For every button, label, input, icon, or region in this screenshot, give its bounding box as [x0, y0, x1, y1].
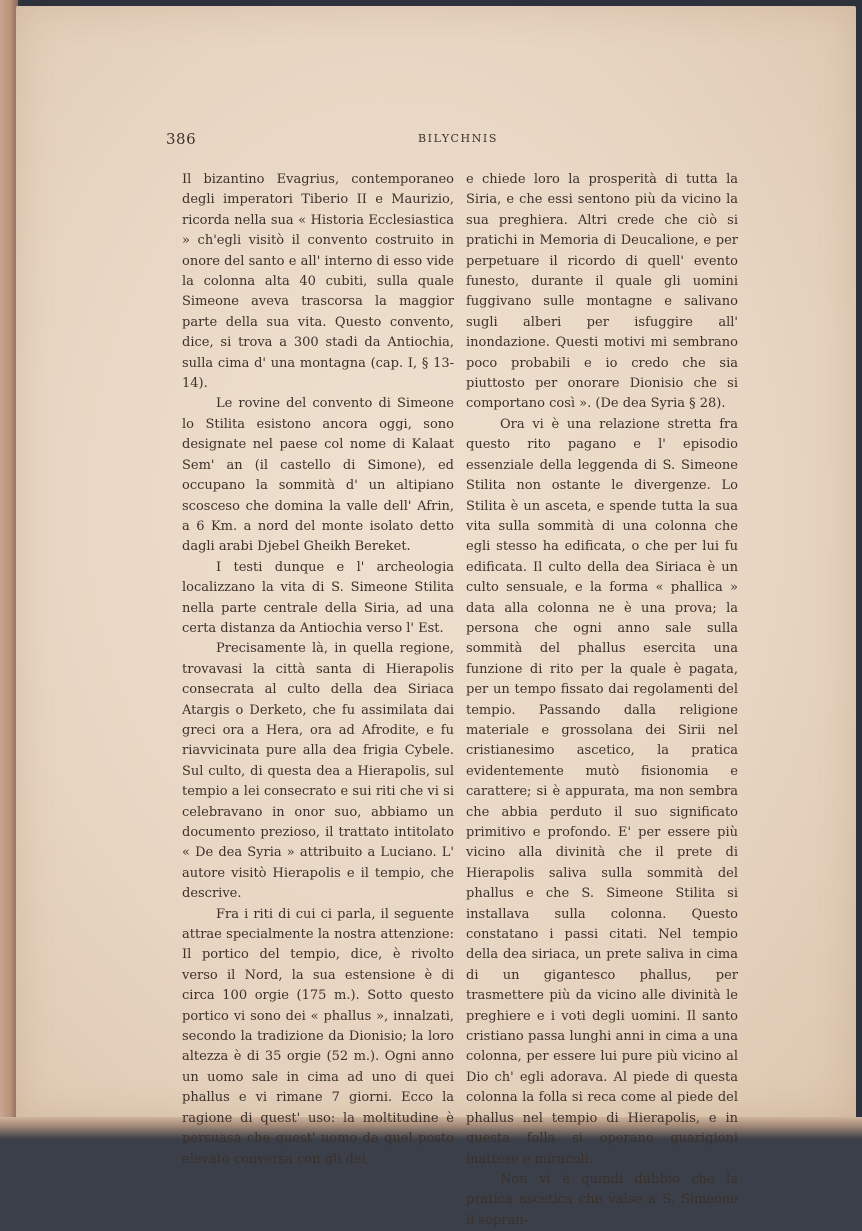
page-header — [166, 130, 746, 150]
paragraph: Ora vi è una relazione stretta fra questo rito pagano e l' episodio essenziale della leggenda di S. Simeone Stilita non ostante le divergenze. Lo Stilita è un asceta, e spende tutta la sua vita sulla sommità di una colonna che egli stesso ha edificata, o che per lui fu edificata. Il culto della dea Siriaca è un culto sensuale, e la forma « phallica » data alla colonna ne è una prova; la persona che ogni anno sale sulla sommità del phallus esercita una funzione di rito per la quale è pagata, per un tempo fissato dai regolamenti del tempio. Passando dalla religione materiale e grossolana dei Sirii nel cristianesimo ascetico, la pratica evidentemente mutò fisionomia e carattere; si è appurata, ma non sembra che abbia perduto il suo significato primitivo e profondo. E' per essere più vicino alla divinità che il prete di Hierapolis saliva sulla sommità del phallus e che S. Simeone Stilita si installava sulla colonna. Questo constatano i passi citati. Nel tempio della dea siriaca, un prete saliva in cima di un gigantesco phallus, per trasmettere più da vicino alle divinità le preghiere e i voti degli uomini. Il santo cristiano passa lunghi anni in cima a una colonna, per essere lui pure più vicino al Dio ch' egli adorava. Al piede di questa colonna la folla si reca come al piede del phallus nel tempio di Hierapolis, e in questa folla si operano guarigioni inattese e miracoli. — [466, 416, 738, 1167]
paragraph: Fra i riti di cui ci parla, il seguente attrae specialmente la nostra attenzione: Il portico del tempio, dice, è rivolto verso il Nord, la sua estensione è di circa 100 orgie (175 m.). Sotto questo portico vi sono dei « phallus », innalzati, secondo la tradizione da Dionisio; la loro altezza è di 35 orgie (52 m.). Ogni anno un uomo sale in cima ad uno di quei phallus e vi rimane 7 giorni. Ecco la ragione di quest' uso: la moltitudine è persuasa che quest' uomo da quel posto elevato conversa con gli dei, — [182, 906, 454, 1167]
paragraph: Il bizantino Evagrius, contemporaneo degli imperatori Tiberio II e Maurizio, ricorda nella sua « Historia Ecclesiastica » ch'egli visitò il convento costruito in onore del santo e all' interno di esso vide la colonna alta 40 cubiti, sulla quale Simeone aveva trascorsa la maggior parte della sua vita. Questo convento, dice, si trova a 300 stadi da Antiochia, sulla cima d' una montagna (cap. I, § 13-14). — [182, 172, 454, 392]
right-column — [466, 170, 738, 1231]
running-head: BILYCHNIS — [418, 132, 499, 145]
paragraph: Precisamente là, in quella regione, trovavasi la città santa di Hierapolis consecrata al culto della dea Siriaca Atargis o Derketo, che fu assimilata dai greci ora a Hera, ora ad Afrodite, e fu riavvicinata pure alla dea frigia Cybele. Sul culto, di questa dea a Hierapolis, sul tempio a lei consecrato e sui riti che vi si celebravano in onor suo, abbiamo un documento prezioso, il trattato intitolato « De dea Syria » attribuito a Luciano. L' autore visitò Hierapolis e il tempio, che descrive. — [182, 641, 454, 902]
paragraph: Le rovine del convento di Simeone lo Stilita esistono ancora oggi, sono designate nel paese col nome di Kalaat Sem' an (il castello di Simone), ed occupano la sommità d' un altipiano scosceso che domina la valle dell' Afrin, a 6 Km. a nord del monte isolato detto dagli arabi Djebel Gheikh Bereket. — [182, 396, 454, 555]
paragraph: I testi dunque e l' archeologia localizzano la vita di S. Simeone Stilita nella parte centrale della Siria, ad una certa distanza da Antiochia verso l' Est. — [182, 559, 454, 636]
paragraph: Non vi è quindi dubbio che la pratica ascetica che valse a S. Simeone il sopran- — [466, 1171, 738, 1228]
left-column — [182, 170, 454, 1170]
page-number: 386 — [166, 130, 197, 148]
paragraph: e chiede loro la prosperità di tutta la Siria, e che essi sentono più da vicino la sua preghiera. Altri crede che ciò si pratichi in Memoria di Deucalione, e per perpetuare il ricordo di quell' evento funesto, durante il quale gli uomini fuggivano sulle montagne e salivano sugli alberi per isfuggire all' inondazione. Questi motivi mi sembrano poco probabili e io credo che sia piuttosto per onorare Dionisio che si comportano così ». (De dea Syria § 28). — [466, 172, 738, 412]
